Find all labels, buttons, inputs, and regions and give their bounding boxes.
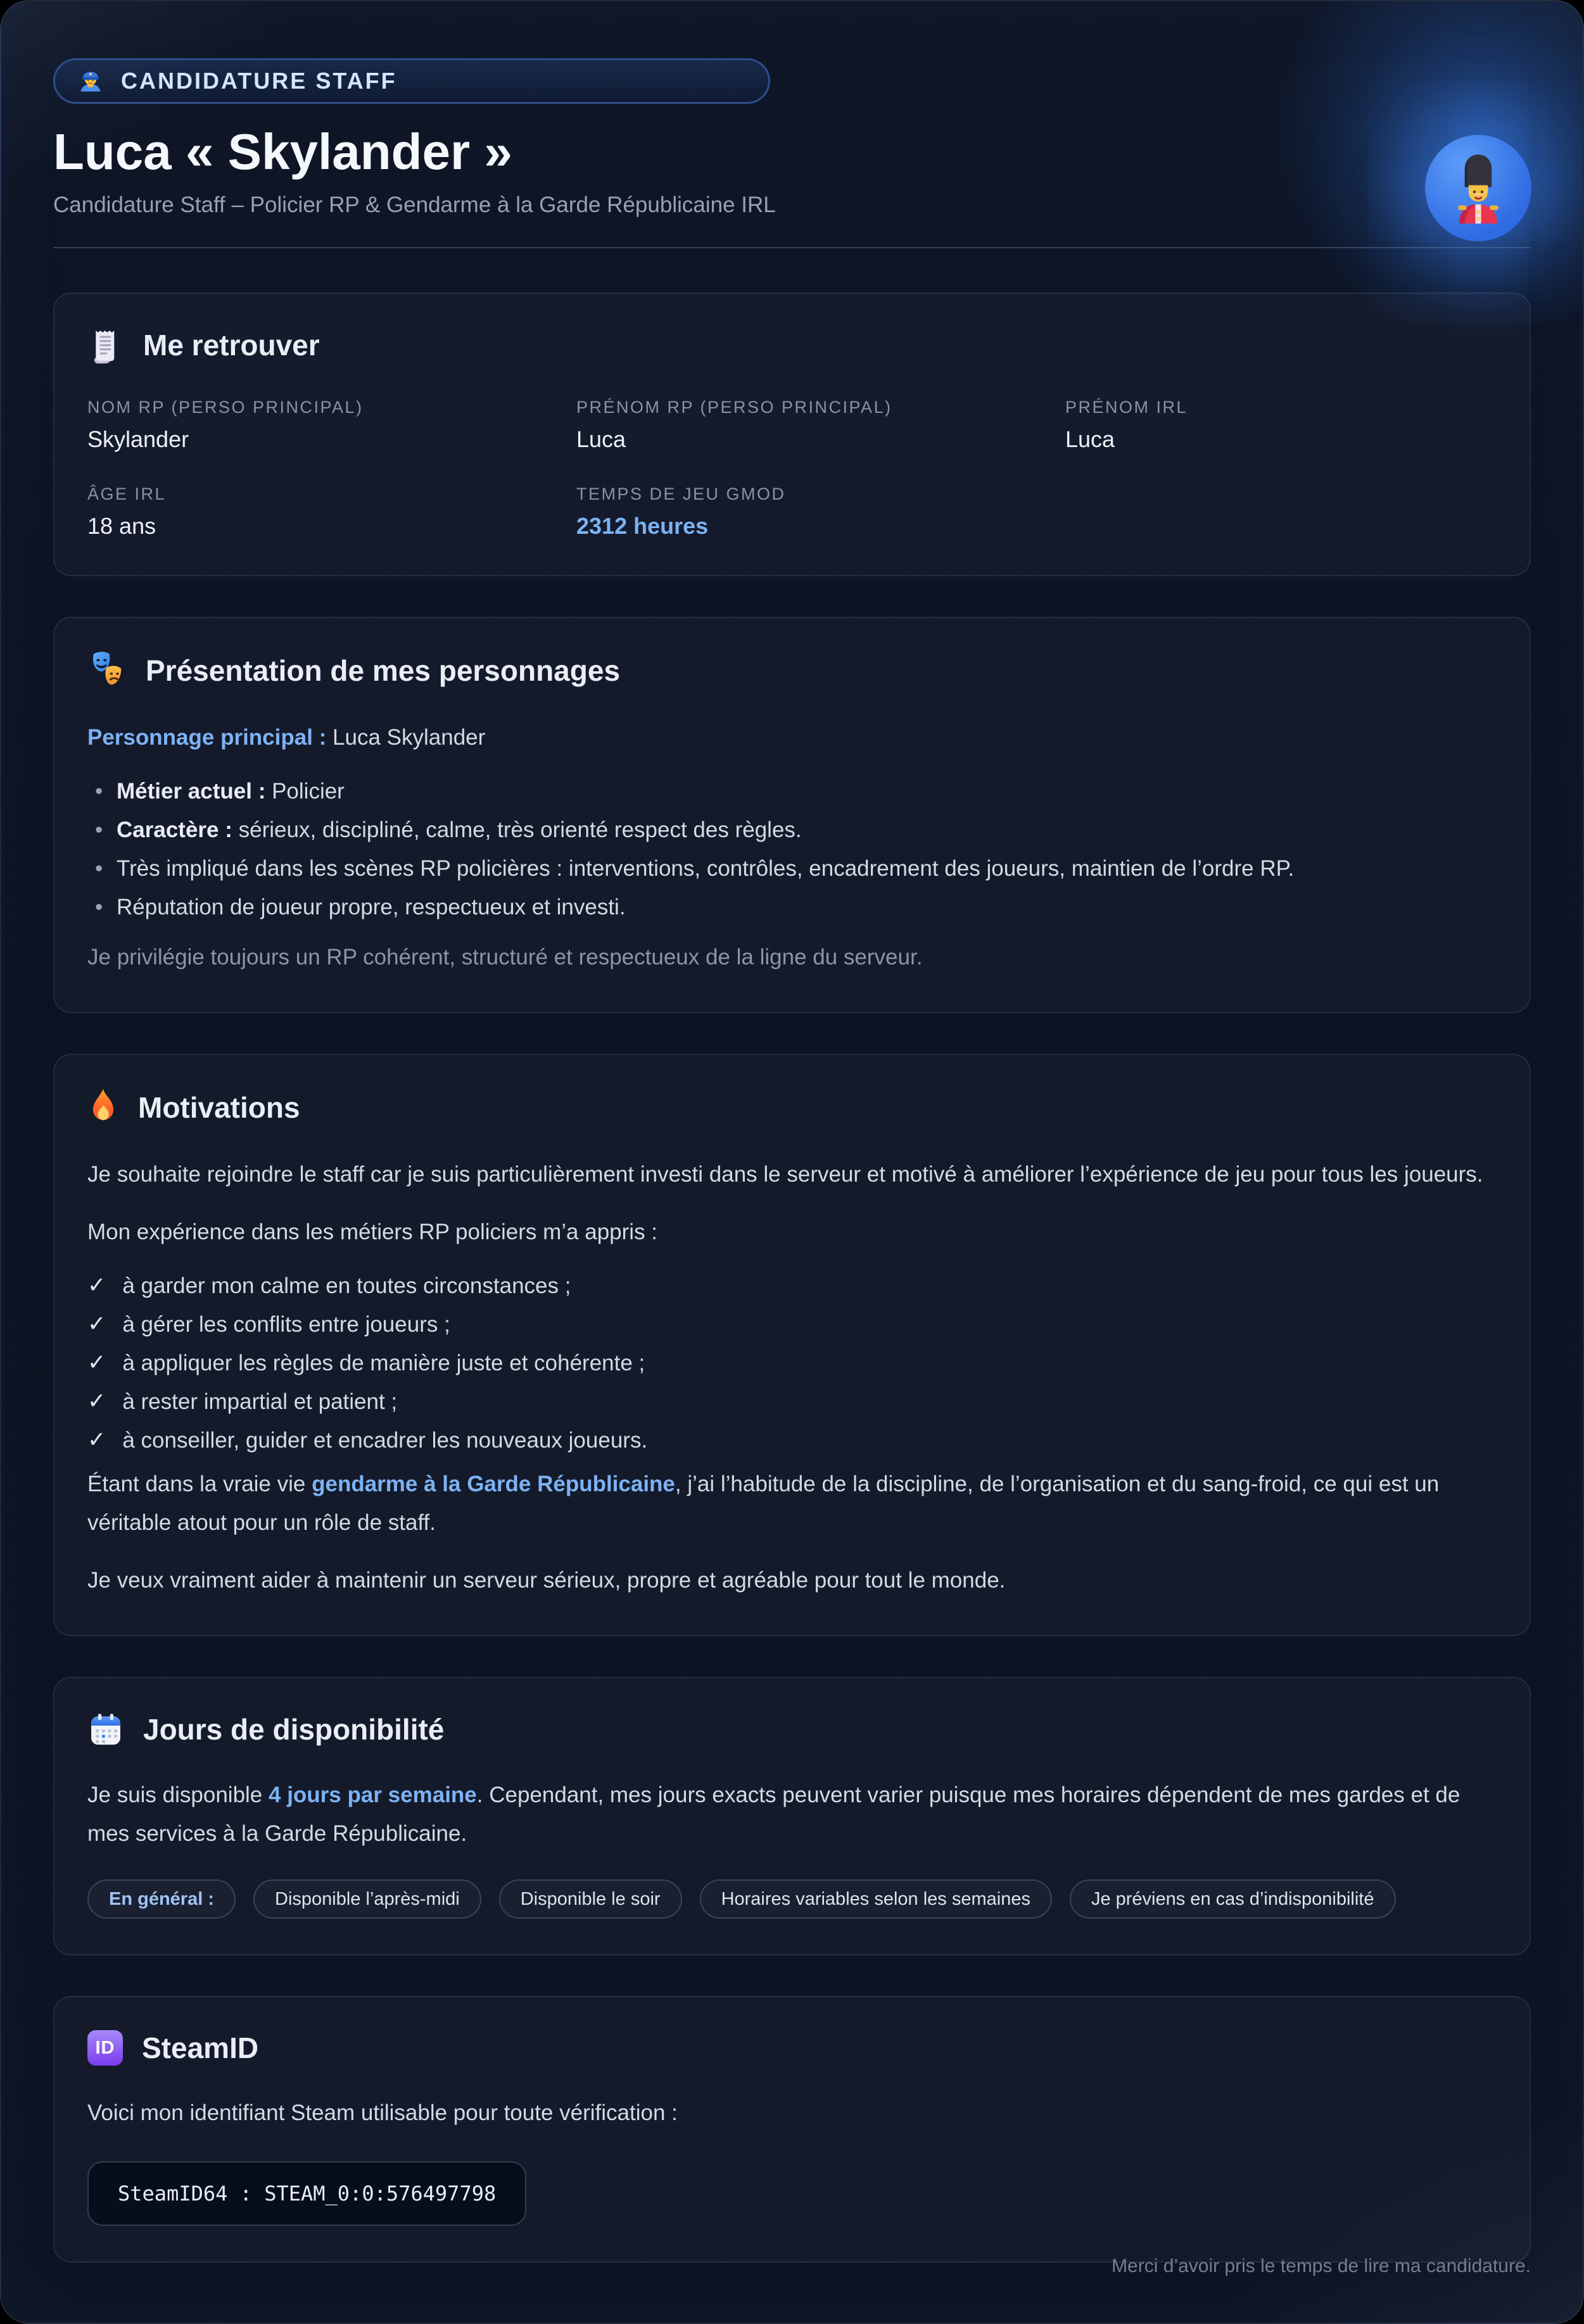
field-value-accent: 2312 heures <box>576 513 709 539</box>
motivations-checklist <box>87 1266 1497 1460</box>
field-value: 18 ans <box>87 513 156 539</box>
presentation-bullets <box>87 772 1497 926</box>
field-prenom-rp <box>576 398 1065 453</box>
section-title: Présentation de mes personnages <box>146 654 621 687</box>
header <box>53 58 1531 248</box>
field-nom-rp <box>87 398 576 453</box>
motivations-p1: Je souhaite rejoindre le staff car je suis particulièrement investi dans le serveur et motivé à améliorer l’expérience de jeu pour tous les joueurs. <box>87 1162 1483 1187</box>
guardsman-icon <box>1449 153 1507 224</box>
check-icon: ✓ <box>87 1389 106 1414</box>
checklist-item: ✓ à appliquer les règles de manière juste et cohérente ; <box>87 1344 1497 1382</box>
presentation-intro-accent: Personnage principal : <box>87 725 327 750</box>
section-me-retrouver <box>53 293 1531 576</box>
checklist-item: ✓ à garder mon calme en toutes circonstances ; <box>87 1266 1497 1305</box>
section-motivations <box>53 1054 1531 1636</box>
bullet-item: • Caractère : sérieux, discipliné, calme, très orienté respect des règles. <box>87 811 1497 849</box>
section-motivations-header <box>87 1088 1497 1127</box>
avatar <box>1425 135 1531 241</box>
id-icon: ID <box>87 2030 123 2066</box>
motivations-p4: Je veux vraiment aider à maintenir un serveur sérieux, propre et agréable pour tout le monde. <box>87 1568 1006 1593</box>
section-title: Me retrouver <box>143 329 320 362</box>
bullet-item: • Très impliqué dans les scènes RP policières : interventions, contrôles, encadrement des joueurs, maintien de l’ordre RP. <box>87 849 1497 888</box>
check-icon: ✓ <box>87 1427 106 1453</box>
pill-soir: Disponible le soir <box>499 1879 682 1919</box>
field-prenom-irl <box>1065 398 1497 453</box>
section-title: Motivations <box>138 1091 300 1124</box>
section-title: SteamID <box>142 2031 259 2064</box>
field-label: TEMPS DE JEU GMOD <box>576 484 786 503</box>
badge-label: CANDIDATURE STAFF <box>121 68 397 94</box>
check-icon: ✓ <box>87 1311 106 1337</box>
presentation-intro <box>87 718 1497 757</box>
steamid-value: SteamID64 : STEAM_0:0:576497798 <box>118 2182 497 2206</box>
field-label: PRÉNOM IRL <box>1065 398 1188 417</box>
police-officer-icon <box>77 67 105 95</box>
section-title: Jours de disponibilité <box>143 1713 445 1746</box>
field-value: Luca <box>1065 426 1115 452</box>
field-value: Luca <box>576 426 626 452</box>
footer-thanks: Merci d’avoir pris le temps de lire ma candidature. <box>1112 2256 1531 2277</box>
checklist-item: ✓ à rester impartial et patient ; <box>87 1382 1497 1421</box>
header-divider <box>53 247 1531 248</box>
fire-icon <box>87 1088 119 1127</box>
pill-apres-midi: Disponible l’après-midi <box>253 1879 481 1919</box>
me-fields-grid <box>87 398 1497 540</box>
pill-horaires-variables: Horaires variables selon les semaines <box>700 1879 1052 1919</box>
receipt-icon <box>87 327 124 363</box>
check-icon: ✓ <box>87 1273 106 1298</box>
candidature-badge <box>53 58 770 104</box>
disponibilite-accent: 4 jours par semaine <box>269 1783 477 1807</box>
calendar-icon <box>87 1711 124 1748</box>
disponibilite-paragraph: Je suis disponible 4 jours par semaine. Cependant, mes jours exacts peuvent varier puisque mes horaires dépendent de mes gardes et de mes services à la Garde Républicaine. <box>87 1783 1460 1846</box>
section-steamid-header <box>87 2030 1497 2066</box>
section-presentation-header <box>87 651 1497 690</box>
field-value: Skylander <box>87 426 189 452</box>
field-temps-jeu <box>576 484 1065 540</box>
field-label: PRÉNOM RP (PERSO PRINCIPAL) <box>576 398 892 417</box>
steamid-paragraph: Voici mon identifiant Steam utilisable pour toute vérification : <box>87 2100 678 2125</box>
section-me-retrouver-header <box>87 327 1497 363</box>
motivations-p3: Étant dans la vraie vie gendarme à la Garde Républicaine, j’ai l’habitude de la discipline, de l’organisation et du sang-froid, ce qui est un véritable atout pour un rôle de staff. <box>87 1472 1440 1535</box>
check-icon: ✓ <box>87 1350 106 1375</box>
steamid-codeblock <box>87 2161 526 2226</box>
bullet-item: • Métier actuel : Policier <box>87 772 1497 811</box>
motivations-p2: Mon expérience dans les métiers RP policiers m’a appris : <box>87 1220 658 1244</box>
checklist-item: ✓ à conseiller, guider et encadrer les nouveaux joueurs. <box>87 1421 1497 1460</box>
page-title: Luca « Skylander » <box>53 123 512 180</box>
availability-pills <box>87 1879 1497 1919</box>
section-disponibilite-header <box>87 1711 1497 1748</box>
presentation-note: Je privilégie toujours un RP cohérent, structuré et respectueux de la ligne du serveur. <box>87 945 923 969</box>
field-label: NOM RP (PERSO PRINCIPAL) <box>87 398 364 417</box>
field-label: ÂGE IRL <box>87 484 167 503</box>
checklist-item: ✓ à gérer les conflits entre joueurs ; <box>87 1305 1497 1344</box>
section-steamid <box>53 1996 1531 2263</box>
pill-en-general: En général : <box>87 1879 236 1919</box>
pill-previens-indispo: Je préviens en cas d’indisponibilité <box>1070 1879 1396 1919</box>
field-age-irl <box>87 484 576 540</box>
bullet-item: • Réputation de joueur propre, respectueux et investi. <box>87 888 1497 926</box>
section-disponibilite <box>53 1677 1531 1955</box>
page-subtitle: Candidature Staff – Policier RP & Gendarme à la Garde Républicaine IRL <box>53 193 776 217</box>
presentation-intro-rest: Luca Skylander <box>326 725 486 750</box>
section-presentation <box>53 617 1531 1013</box>
theater-masks-icon <box>87 651 127 690</box>
motivations-p3-accent: gendarme à la Garde Républicaine <box>312 1472 675 1496</box>
